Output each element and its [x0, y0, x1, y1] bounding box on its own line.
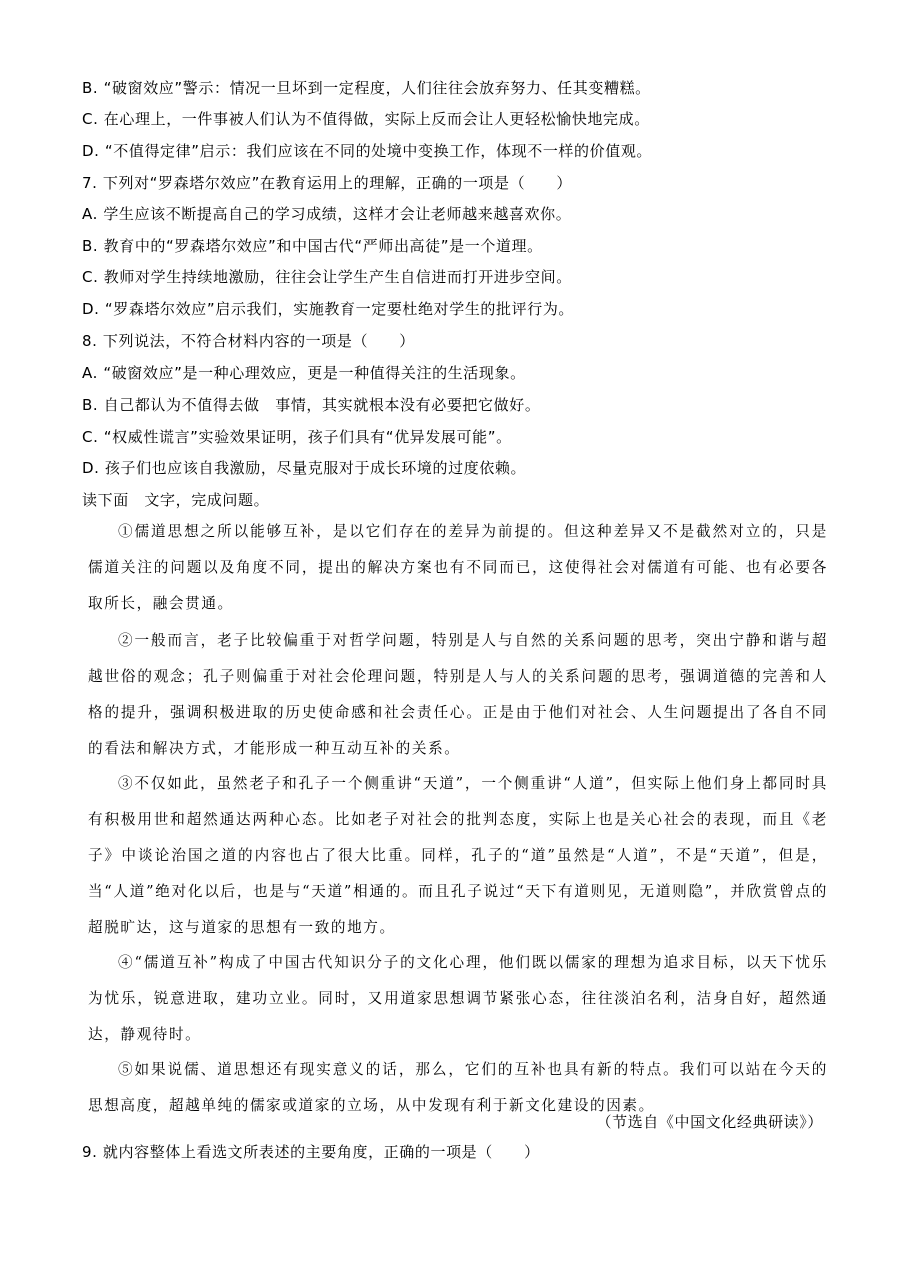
q9-stem: 9. 就内容整体上看选文所表述的主要角度，正确的一项是（ ） — [82, 1143, 540, 1161]
passage-paragraph-3: ③不仅如此，虽然老子和孔子一个侧重讲“天道”，一个侧重讲“人道”，但实际上他们身上都同时具有积极用世和超然通达两种心态。比如老子对社会的批判态度，实际上也是关心社会的表现，而且《老子》中谈论治国之道的内容也占了很大比重。同样，孔子的“道”虽然是“人道”，不是“天道”，但是，当“人道”绝对化以后，也是与“天道”相通的。而且孔子说过“天下有道则见，无道则隐”，并欣赏曾点的超脱旷达，这与道家的思想有一致的地方。 — [88, 775, 828, 936]
passage-paragraph-2: ②一般而言，老子比较偏重于对哲学问题，特别是人与自然的关系问题的思考，突出宁静和谐与超越世俗的观念；孔子则偏重于对社会伦理问题，特别是人与人的关系问题的思考，强调道德的完善和人格的提升，强调积极进取的历史使命感和社会责任心。正是由于他们对社会、人生问题提出了各自不同的看法和解决方式，才能形成一种互动互补的关系。 — [88, 632, 828, 757]
q7-option-c: C. 教师对学生持续地激励，往往会让学生产生自信进而打开进步空间。 — [82, 268, 572, 286]
q8-option-d: D. 孩子们也应该自我激励，尽量克服对于成长环境的过度依赖。 — [82, 459, 527, 477]
reading-instruction: 读下面 文字，完成问题。 — [82, 491, 270, 509]
passage-source: （节选自《中国文化经典研读》） — [596, 1113, 823, 1131]
q7-option-d: D. “罗森塔尔效应”启示我们，实施教育一定要杜绝对学生的批评行为。 — [82, 300, 575, 318]
q7-option-a: A. 学生应该不断提高自己的学习成绩，这样才会让老师越来越喜欢你。 — [82, 205, 572, 223]
q6-option-d: D. “不值得定律”启示：我们应该在不同的处境中变换工作，体现不一样的价值观。 — [82, 142, 653, 160]
q8-option-c: C. “权威性谎言”实验效果证明，孩子们具有“优异发展可能”。 — [82, 428, 512, 446]
q8-stem: 8. 下列说法，不符合材料内容的一项是（ ） — [82, 332, 415, 350]
passage-paragraph-4: ④“儒道互补”构成了中国古代知识分子的文化心理，他们既以儒家的理想为追求目标，以天下忧乐为忧乐，锐意进取，建功立业。同时，又用道家思想调节紧张心态，往往淡泊名利，洁身自好，超然通达，静观待时。 — [88, 954, 828, 1043]
q7-stem: 7. 下列对“罗森塔尔效应”在教育运用上的理解，正确的一项是（ ） — [82, 174, 573, 192]
q8-option-a: A. “破窗效应”是一种心理效应，更是一种值得关注的生活现象。 — [82, 364, 526, 382]
q6-option-c: C. 在心理上，一件事被人们认为不值得做，实际上反而会让人更轻松愉快地完成。 — [82, 110, 650, 128]
passage-paragraph-5: ⑤如果说儒、道思想还有现实意义的话，那么，它们的互补也具有新的特点。我们可以站在今天的思想高度，超越单纯的儒家或道家的立场，从中发现有利于新文化建设的因素。 — [88, 1061, 828, 1114]
q6-option-b: B. “破窗效应”警示：情况一旦坏到一定程度，人们往往会放弃努力、任其变糟糕。 — [82, 79, 651, 97]
q7-option-b: B. 教育中的“罗森塔尔效应”和中国古代“严师出高徒”是一个道理。 — [82, 237, 543, 255]
passage-paragraph-1: ①儒道思想之所以能够互补，是以它们存在的差异为前提的。但这种差异又不是截然对立的，只是儒道关注的问题以及角度不同，提出的解决方案也有不同而已，这使得社会对儒道有可能、也有必要各取所长，融会贯通。 — [88, 523, 828, 612]
q8-option-b: B. 自己都认为不值得去做 事情，其实就根本没有必要把它做好。 — [82, 396, 541, 414]
